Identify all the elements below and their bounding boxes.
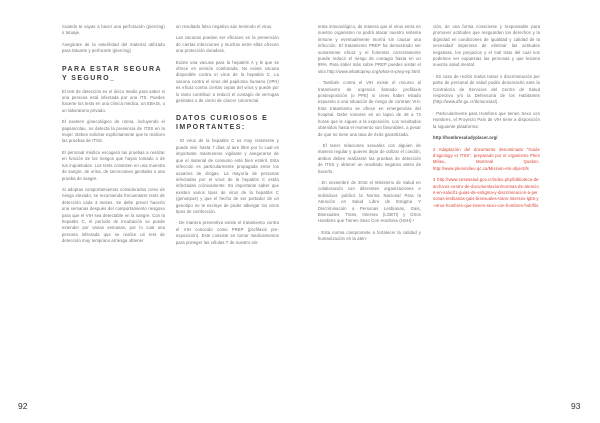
section-heading-safety: PARA ESTAR SEGURA Y SEGURO_ bbox=[62, 65, 162, 82]
page-number-left: 92 bbox=[18, 401, 28, 411]
paragraph: · Esta norma compromete a fortalecer la calidad y humanización en la aten- bbox=[318, 229, 421, 242]
column-1 bbox=[62, 24, 165, 250]
platform-link[interactable]: http://hombresaludyplacer.org/ bbox=[433, 135, 498, 141]
paragraph: · En caso de recibir malos tratos o discriminación por parte de personal de salud podés denunciarlo ante la Contraloría de Servicios del Centro de Salud respectivo y/o la Defensoría de los Habitantes (http://www.dhr.go.cr/denuncias/). bbox=[433, 73, 540, 105]
footnote-3: 3 http://www.cesasalud.gov.cr/index.php/biblioteca-de-archivos-centro-de-documentacion/normas-de-atencion-en-salud/1-guias-de-estigma-y-discriminacion-a-personas-lesbianas-gais-bisexuales-trans-intersex-lgbti-y-otros-hombres-que-tienen-sexo-con-hombres-hsh/file bbox=[433, 177, 540, 208]
footnote-2: 2 Adaptación del documento denominado "Guide d'agiology et ITSS", preparado por el organismo Plein Milieu, Montreal Quebec. http://www.pleinmilieu.qc.ca/Mission-ets-objectifs bbox=[433, 146, 540, 171]
paragraph: · El virus de la hepatitis C es muy resistente y puede vivir hasta 7 días al aire libre por lo cual es importante mantenerse vigilante y asegurarse de que el material de consumo esté bien estéril. Esta infección es particularmente propagada entre los usuarios de drogas. La mayoría de personas infectadas por el virus de la hepatitis C están infectadas crónicamente. Es importante saber que existen varios tipos de virus de la hepatitis C (genotipos) y que el hecho de ser portador de un genotipo no te excluye de poder albergar los otros tipos de coinfección. bbox=[176, 138, 279, 214]
paragraph: El personal médico escogerá las pruebas a realizar en función de los riesgos que hayas tomado o de tus inquietudes. Los tests consisten en una muestra de sangre, de orina, de secreciones genitales o una prueba de sangre. bbox=[62, 149, 165, 181]
paragraph: El test de detección es el único medio para saber si una persona está infectada por una ITS. Puedes hacerte los tests en una clínica médica, un EBAIS, o un laboratorio privado. bbox=[62, 88, 165, 113]
paragraph: Asegúrate de la esterilidad del material utilizado para tatuarte y perforarte (piercing) bbox=[62, 41, 165, 54]
paragraph: Si adoptas comportamientos considerados como de riesgo elevado, se recomienda frecuentarte tests de detección cada 3 meses. Se debe prever hacerlo una semanas después del comportamiento riesgoso para que el VIH sea detectable en la sangre. Con la hepatitis C, el período de incubación se puede extender por varias semanas, por lo cual una persona infectada que se realice un test de detección muy temprano arriesga obtener bbox=[62, 186, 165, 244]
paragraph: · También contra el VIH existe el recurso al tratamiento de urgencia llamado profilaxis postexposición (o PPE) si crees haber estado expuesto a una situación de riesgo de contraer VIH. Este tratamiento se ofrece en emergencias del hospital. Debe tomarse en un lapso de 48 a 72 horas que le siguen a la exposición. Los resultados obtenidos hasta el momento son favorables, a pesar de que no tiene una tasa de éxito garantizada. bbox=[318, 80, 421, 137]
paragraph: · En noviembre de 2016 el Ministerio de Salud en colaboración con diferentes organizaciones e individuos publicó la Norma Nacional Para la Atención en Salud Libre de Estigma Y Discriminación a Personas Lesbianas, Gais, Bisexuales, Trans, Intersex (LGBTI) y Otros Hombres que Tienen Sexo Con Hombres (HSH).² bbox=[318, 179, 421, 224]
column-2 bbox=[176, 24, 279, 251]
paragraph: Cuando te vayas a hacer una perforación (piercing) o tatuaje. bbox=[62, 24, 165, 36]
paragraph: ción, de una forma consciente y responsable para promover actitudes que resguarden los derechos y la dignidad en condiciones de igualdad y calidad de la necesidad imperiosa de eliminar las actitudes negativas, los prejuicios y el mal trato del cual nos podemos ver expuestas las personas y que lesiona nuestra salud mental. bbox=[433, 24, 540, 68]
paragraph: un resultado falso negativo aún teniendo el virus. bbox=[176, 24, 273, 29]
paragraph: El examen ginecológico de rutina, incluyendo el papanicolau, no detecta la presencia de ITSS en la mujer. Debes solicitar explícitamente que te realicen las pruebas de ITSS. bbox=[62, 119, 165, 144]
page-number-right: 93 bbox=[571, 401, 581, 411]
paragraph: · Particularmente para Hombres que tienen Sexo con Hombres, el Proyecto País de VIH tiene a disposición la siguiente plataforma: bbox=[433, 110, 540, 129]
paragraph: · El tener relaciones sexuales con alguien de manera regular y quieres dejar de utilizar el condón, ambos deben realizarse las pruebas de detección de ITSS y obtener un resultado negativo antes de hacerlo. bbox=[318, 142, 421, 174]
section-heading-facts: DATOS CURIOSOS E IMPORTANTES: bbox=[176, 115, 269, 132]
paragraph: Las vacunas pueden ser eficaces en la prevención de ciertas infecciones y muchas entre ellas ofrecen una protección duradera. bbox=[176, 35, 279, 54]
paragraph: · De manera preventiva existe el tratamiento contra el VIH conocido como PREP (profilaxis pre-exposición). Este consiste en tomar medicamentos para proteger las células T de nuestro sis- bbox=[176, 220, 279, 245]
column-3 bbox=[318, 24, 421, 248]
paragraph: tema inmunológico, de manera que el virus entra en nuestro organismo no podrá atacar nuestro sistema inmune y eventualmente morirá sin causar una infección. El tratamiento PREP ha demostrado ser sumamente eficaz y el fomentar correctamente puede reducir el riesgo de contagio hasta en un 99%. Para saber más sobre PREP puedes visitar el sitio http://www.whattoprep.org/what-is-prep-ep.html bbox=[318, 24, 421, 74]
column-4 bbox=[433, 24, 540, 214]
paragraph: Existe una vacuna para la hepatitis A y B que se ofrece en versión combinada. No existe vacuna disponible contra el virus de la hepatitis C. La vacuna contra el virus del papiloma humano (VPH) es eficaz contra ciertas cepas del virus y puede por lo tanto contribuir a reducir el contagio de verrugas genitales o de cierto de cáncer colorrectal. bbox=[176, 59, 279, 104]
